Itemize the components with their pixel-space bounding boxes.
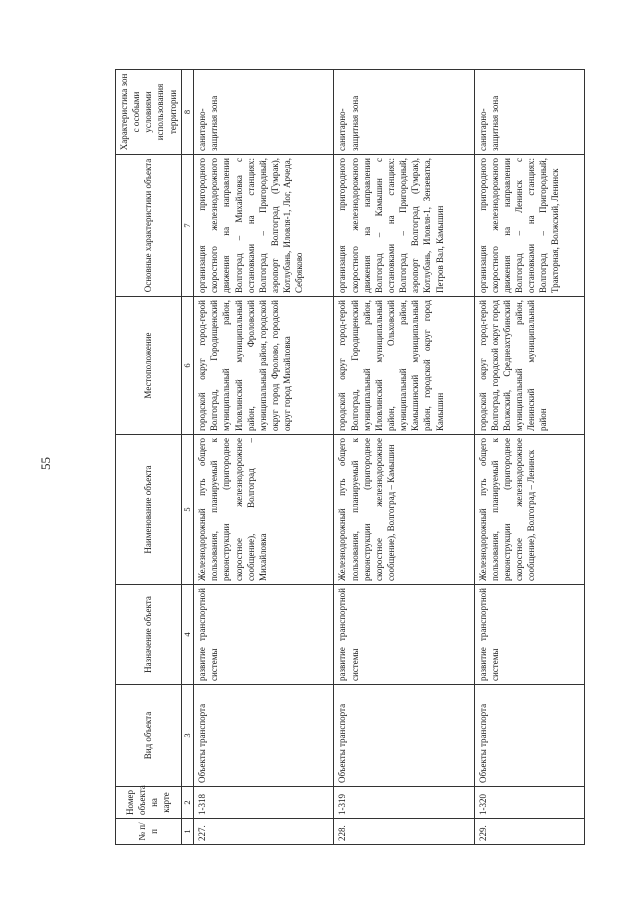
- row-zone: санитарно-защитная зона: [474, 70, 584, 155]
- row-zone: санитарно-защитная зона: [334, 70, 474, 155]
- header-location: Местоположение: [116, 297, 182, 435]
- row-num: 228.: [334, 819, 474, 845]
- row-kind: Объекты транспорта: [474, 685, 584, 787]
- table-row: [474, 70, 584, 845]
- row-name: Железнодорожный путь общего пользования, планируемый к реконструкции (пригородное скоростное железнодорожное сообщение), Волгоград – Камышин: [334, 435, 474, 585]
- row-characteristics: организация пригородного скоростного железнодорожного движения на направлении Волгоград – Ленинск с остановками на станциях: Волгоград – Пригородный, Тракторная, Волжский, Ленинск: [474, 155, 584, 297]
- row-map-id: 1-318: [194, 787, 334, 819]
- row-name: Железнодорожный путь общего пользования, планируемый к реконструкции (пригородное скоростное железнодорожное сообщение), Волгоград – Ленинск: [474, 435, 584, 585]
- col-number: 2: [181, 787, 193, 819]
- row-location: городской округ город-герой Волгоград, Городищенский муниципальный район, Иловлинский муниципальный район, Фроловский муниципальный район, городской округ город Фролово, городской округ город Михайловка: [194, 297, 334, 435]
- rotated-table-wrapper: [115, 70, 585, 845]
- col-number: 4: [181, 585, 193, 685]
- row-characteristics: организация пригородного скоростного железнодорожного движения на направлении Волгоград – Камышин с остановками на станциях: Волгоград – Пригородный, аэропорт Волгоград (Гумрак), Котлубань, Иловля-1, Зензеватка, Петров Вал, Камышин: [334, 155, 474, 297]
- col-number: 5: [181, 435, 193, 585]
- col-number: 8: [181, 70, 193, 155]
- row-purpose: развитие транспортной системы: [194, 585, 334, 685]
- table-row: [194, 70, 334, 845]
- row-purpose: развитие транспортной системы: [474, 585, 584, 685]
- col-number: 1: [181, 819, 193, 845]
- header-purpose: Назначение объекта: [116, 585, 182, 685]
- header-name: Наименование объекта: [116, 435, 182, 585]
- row-num: 229.: [474, 819, 584, 845]
- row-purpose: развитие транспортной системы: [334, 585, 474, 685]
- header-map-id: Номер объекта на карте: [116, 787, 182, 819]
- col-number: 3: [181, 685, 193, 787]
- row-map-id: 1-320: [474, 787, 584, 819]
- col-number: 6: [181, 297, 193, 435]
- page-number: 55: [38, 457, 53, 470]
- row-kind: Объекты транспорта: [334, 685, 474, 787]
- row-map-id: 1-319: [334, 787, 474, 819]
- header-kind: Вид объекта: [116, 685, 182, 787]
- header-num: № п/п: [116, 819, 182, 845]
- col-number: 7: [181, 155, 193, 297]
- table-row: [334, 70, 474, 845]
- row-location: городской округ город-герой Волгоград, городской округ город Волжский, Среднеахтубинский муниципальный район, Ленинский муниципальный район: [474, 297, 584, 435]
- row-kind: Объекты транспорта: [194, 685, 334, 787]
- row-location: городской округ город-герой Волгоград, Городищенский муниципальный район, Иловлинский муниципальный район, Ольховский муниципальный район, Камышинский муниципальный район, городской округ город Камышин: [334, 297, 474, 435]
- row-zone: санитарно-защитная зона: [194, 70, 334, 155]
- header-zone: Характеристика зон с особыми условиями использования территории: [116, 70, 182, 155]
- objects-table: [115, 69, 585, 845]
- row-characteristics: организация пригородного скоростного железнодорожного движения на направлении Волгоград – Михайловка с остановками на станциях: Волгоград – Пригородный, аэропорт Волгоград (Гумрак), Котлубань, Иловля-1, Лог, Арчеда, Себряково: [194, 155, 334, 297]
- row-num: 227.: [194, 819, 334, 845]
- header-characteristics: Основные характеристики объекта: [116, 155, 182, 297]
- column-number-row: [181, 70, 193, 845]
- row-name: Железнодорожный путь общего пользования, планируемый к реконструкции (пригородное скоростное железнодорожное сообщение), Волгоград – Михайловка: [194, 435, 334, 585]
- header-row: [116, 70, 182, 845]
